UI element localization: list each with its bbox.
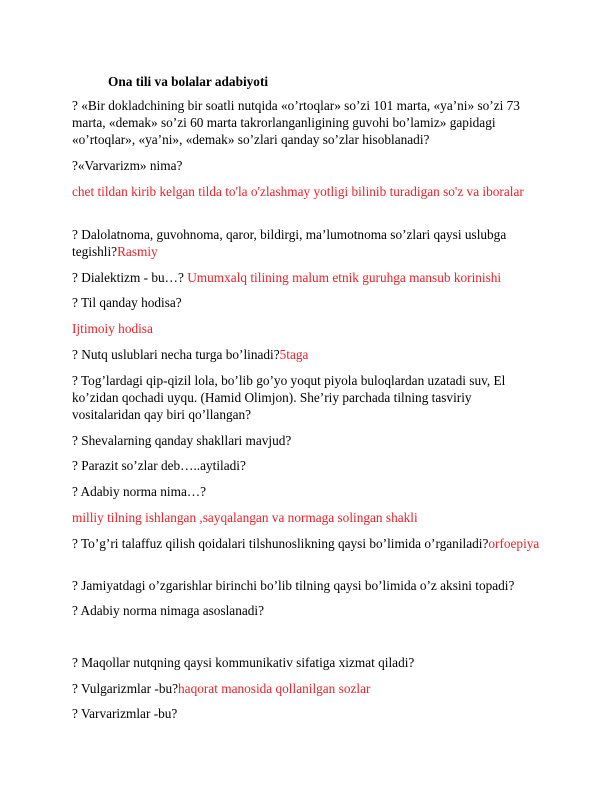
question-9 <box>72 457 542 474</box>
answer-text: orfoepiya <box>488 536 540 551</box>
question-2 <box>72 157 542 174</box>
question-12 <box>72 577 542 594</box>
question-text: ? «Bir dokladchining bir soatli nutqida «o’rtoqlar» so’zi 101 marta, «ya’ni» so’zi 73 marta, «demak» so’zi 60 marta takrorlanganligining guvohi bo’lamiz» gapidagi «o’rtoqlar», «ya’ni», «demak» so’zlari qanday so’zlar hisoblanadi? <box>72 98 520 147</box>
question-text: ?«Varvarizm» nima? <box>72 158 183 173</box>
question-text: ? Vulgarizmlar -bu? <box>72 681 179 696</box>
answer-2 <box>72 183 542 200</box>
question-10 <box>72 483 542 500</box>
question-3 <box>72 226 542 260</box>
question-text: ? Dialektizm - bu…? <box>72 270 188 285</box>
answer-text: chet tildan kirib kelgan tilda to'la o'zlashmay yotligi bilinib turadigan so'z va iboralar <box>72 184 524 199</box>
question-text: ? Varvarizmlar -bu? <box>72 706 178 721</box>
document-title: Ona tili va bolalar adabiyoti <box>108 74 269 89</box>
question-text: ? Nutq uslublari necha turga bo’linadi? <box>72 347 280 362</box>
question-text: ? To’g’ri talaffuz qilish qoidalari tilshunoslikning qaysi bo’limida o’rganiladi? <box>72 536 489 551</box>
question-text: ? Shevalarning qanday shakllari mavjud? <box>72 433 292 448</box>
question-text: ? Tog’lardagi qip-qizil lola, bo’lib go’yo yoqut piyola buloqlardan uzatadi suv, El ko’zidan qochadi uyqu. (Hamid Olimjon). She’riy parchada tilning tasviriy vositalaridan qay biri qo’llangan? <box>72 373 506 422</box>
question-6 <box>72 346 542 363</box>
question-text: ? Maqollar nutqning qaysi kommunikativ sifatiga xizmat qiladi? <box>72 655 415 670</box>
answer-text: Rasmiy <box>117 244 158 259</box>
question-text: ? Til qanday hodisa? <box>72 295 182 310</box>
question-1 <box>72 97 542 148</box>
question-7 <box>72 372 542 423</box>
question-8 <box>72 432 542 449</box>
answer-10 <box>72 509 542 526</box>
answer-text: haqorat manosida qollanilgan sozlar <box>178 681 371 696</box>
answer-text: Ijtimoiy hodisa <box>72 321 153 336</box>
question-11 <box>72 535 542 552</box>
question-text: ? Adabiy norma nimaga asoslanadi? <box>72 603 265 618</box>
question-14 <box>72 654 542 671</box>
question-text: ? Parazit so’zlar deb…..aytiladi? <box>72 458 246 473</box>
question-4 <box>72 269 542 286</box>
answer-text: Umumxalq tilining malum etnik guruhga mansub korinishi <box>187 270 502 285</box>
question-16 <box>72 705 542 722</box>
question-text: ? Jamiyatdagi o’zgarishlar birinchi bo’lib tilning qaysi bo’limida o’z aksini topadi? <box>72 578 515 593</box>
question-15 <box>72 680 542 697</box>
question-13 <box>72 602 542 619</box>
answer-text: 5taga <box>279 347 309 362</box>
answer-text: milliy tilning ishlangan ,sayqalangan va normaga solingan shakli <box>72 510 418 525</box>
question-text: ? Dalolatnoma, guvohnoma, qaror, bildirgi, ma’lumotnoma so’zlari qaysi uslubga tegishli? <box>72 227 507 259</box>
question-5 <box>72 294 542 311</box>
answer-5 <box>72 320 542 337</box>
question-text: ? Adabiy norma nima…? <box>72 484 207 499</box>
